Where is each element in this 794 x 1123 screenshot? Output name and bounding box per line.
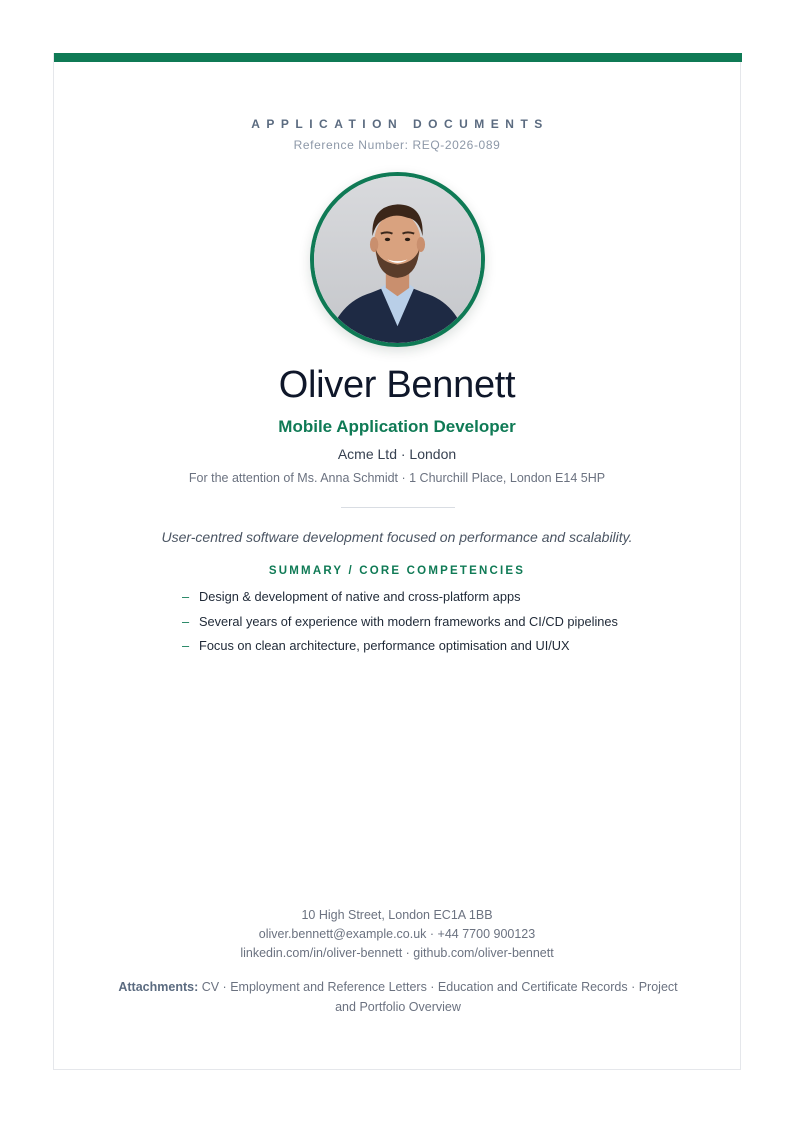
competency-text: Focus on clean architecture, performance optimisation and UI/UX <box>199 638 570 653</box>
accent-bar <box>54 53 742 62</box>
recipient-line: For the attention of Ms. Anna Schmidt · 1 Churchill Place, London E14 5HP <box>188 471 606 485</box>
summary-heading: SUMMARY / CORE COMPETENCIES <box>268 565 526 577</box>
contact-address: 10 High Street, London EC1A 1BB <box>301 908 493 922</box>
profile-photo <box>310 172 485 347</box>
competency-text: Several years of experience with modern frameworks and CI/CD pipelines <box>199 613 618 629</box>
company-location: Acme Ltd · London <box>337 446 457 462</box>
reference-number: Reference Number: REQ-2026-089 <box>293 138 501 152</box>
document-kicker: APPLICATION DOCUMENTS <box>251 117 549 131</box>
competency-text: Design & development of native and cross-platform apps <box>199 589 521 604</box>
list-item <box>182 638 662 663</box>
candidate-name: Oliver Bennett <box>278 364 516 406</box>
contact-links: linkedin.com/in/oliver-bennett · github.com/oliver-bennett <box>240 946 554 960</box>
document-page <box>53 53 741 1070</box>
contact-block <box>54 906 740 963</box>
bullet-dash: – <box>182 613 190 629</box>
contact-email-phone: oliver.bennett@example.co.uk · +44 7700 900123 <box>258 927 536 941</box>
attachments-line <box>114 978 682 1017</box>
candidate-role: Mobile Application Developer <box>278 417 516 436</box>
bullet-dash: – <box>182 589 190 604</box>
attachments-text: CV · Employment and Reference Letters · Education and Certificate Records · Project and Portfolio Overview <box>201 980 678 1014</box>
attachments-label: Attachments: <box>118 980 199 994</box>
bullet-dash: – <box>182 638 190 653</box>
portrait-image <box>314 176 481 343</box>
list-item <box>182 614 662 639</box>
divider <box>341 507 455 508</box>
competency-list <box>182 589 662 663</box>
list-item <box>182 589 662 614</box>
tagline: User-centred software development focused on performance and scalability. <box>161 529 633 545</box>
